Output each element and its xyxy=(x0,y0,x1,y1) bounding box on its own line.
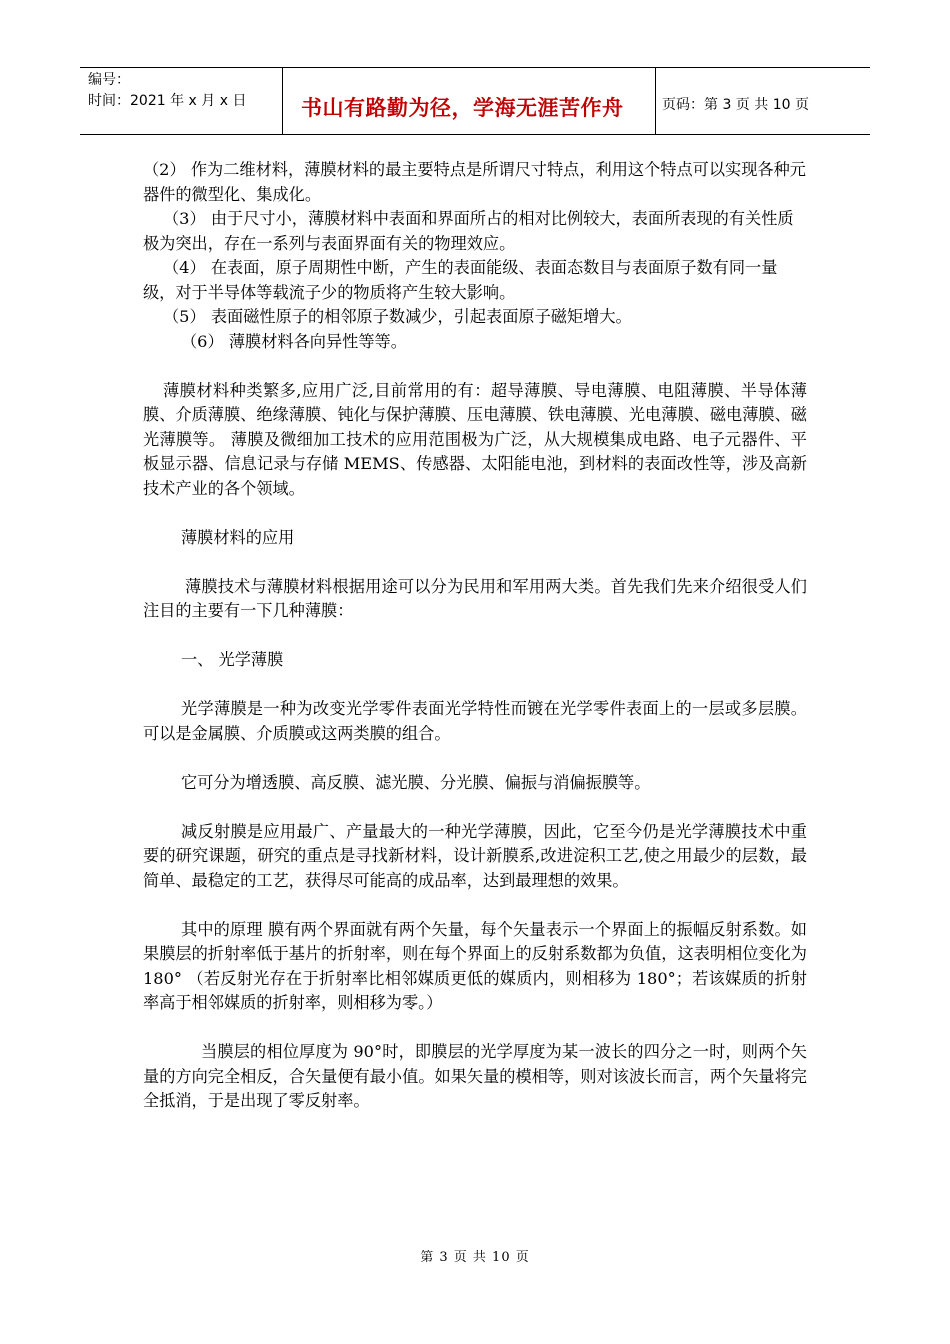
paragraph-point-4: （4） 在表面，原子周期性中断，产生的表面能级、表面态数目与表面原子数有同一量级，对于半导体等载流子少的物质将产生较大影响。 xyxy=(143,258,778,302)
paragraph-optical-categories: 它可分为增透膜、高反膜、滤光膜、分光膜、偏振与消偏振膜等。 xyxy=(181,772,651,792)
header-page-info: 页码：第 3 页 共 10 页 xyxy=(662,97,809,113)
paragraph-applications-intro: 薄膜技术与薄膜材料根据用途可以分为民用和军用两大类。首先我们先来介绍很受人们注目的主要有一下几种薄膜： xyxy=(143,576,807,620)
paragraph-optical-definition: 光学薄膜是一种为改变光学零件表面光学特性而镀在光学零件表面上的一层或多层膜。可以是金属膜、介质膜或这两类膜的组合。 xyxy=(143,699,807,743)
paragraph-film-types: 薄膜材料种类繁多,应用广泛,目前常用的有：超导薄膜、导电薄膜、电阻薄膜、半导体薄膜、介质薄膜、绝缘薄膜、钝化与保护薄膜、压电薄膜、铁电薄膜、光电薄膜、磁电薄膜、磁光薄膜等。 薄膜及微细加工技术的应用范围极为广泛，从大规模集成电路、电子元器件、平板显示器、信息记录与存储 MEMS、传感器、太阳能电池，到材料的表面改性等，涉及高新技术产业的各个领域。 xyxy=(143,380,807,498)
section-heading-applications: 薄膜材料的应用 xyxy=(181,527,295,547)
paragraph-antireflection: 减反射膜是应用最广、产量最大的一种光学薄膜，因此，它至今仍是光学薄膜技术中重要的研究课题，研究的重点是寻找新材料，设计新膜系,改进淀积工艺,使之用最少的层数，最简单、最稳定的工艺，获得尽可能高的成品率，达到最理想的效果。 xyxy=(143,821,807,890)
paragraph-point-2: （2） 作为二维材料，薄膜材料的最主要特点是所谓尺寸特点，利用这个特点可以实现各种元器件的微型化、集成化。 xyxy=(143,160,806,204)
paragraph-point-6: （6） 薄膜材料各向异性等等。 xyxy=(181,331,407,351)
header-meta-cell xyxy=(80,68,283,134)
header-motto-cell xyxy=(283,68,656,134)
document-body xyxy=(143,158,807,1114)
paragraph-point-3: （3） 由于尺寸小，薄膜材料中表面和界面所占的相对比例较大，表面所表现的有关性质极为突出，存在一系列与表面界面有关的物理效应。 xyxy=(143,209,794,253)
header-motto: 书山有路勤为径，学海无涯苦作舟 xyxy=(301,96,624,120)
section-heading-optical-film: 一、 光学薄膜 xyxy=(181,650,284,669)
page-footer: 第 3 页 共 10 页 xyxy=(420,1250,530,1265)
paragraph-phase-thickness: 当膜层的相位厚度为 90°时，即膜层的光学厚度为某一波长的四分之一时，则两个矢量的方向完全相反，合矢量便有最小值。如果矢量的模相等，则对该波长而言，两个矢量将完全抵消，于是出现了零反射率。 xyxy=(143,1042,807,1110)
time-label: 时间：2021 年 x 月 x 日 xyxy=(88,93,247,109)
paragraph-principle: 其中的原理 膜有两个界面就有两个矢量，每个矢量表示一个界面上的振幅反射系数。如果膜层的折射率低于基片的折射率，则在每个界面上的反射系数都为负值，这表明相位变化为 180° （若反射光存在于折射率比相邻媒质更低的媒质内，则相移为 180°；若该媒质的折射率高于相邻媒质的折射率，则相移为零。） xyxy=(143,919,807,1012)
code-label: 编号： xyxy=(88,72,130,88)
document-header xyxy=(80,67,870,135)
paragraph-point-5: （5） 表面磁性原子的相邻原子数减少，引起表面原子磁矩增大。 xyxy=(163,307,632,326)
